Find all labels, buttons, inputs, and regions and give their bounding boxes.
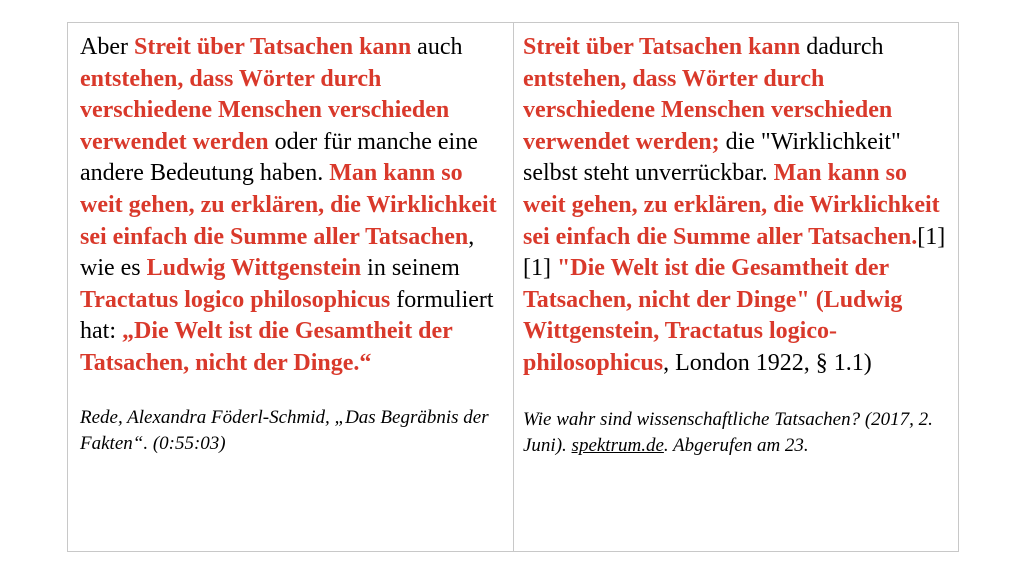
highlighted-segment: Streit über Tatsachen kann [523, 34, 801, 60]
text-segment: in seinem [361, 255, 460, 282]
left-quote-text [80, 32, 503, 380]
highlighted-segment: Tractatus logico philosophicus [80, 286, 391, 313]
source-text: . Abgerufen am 23. [663, 434, 809, 456]
right-quote-text [523, 32, 950, 380]
text-segment: , wie es [80, 223, 475, 282]
text-segment: dadurch [800, 34, 884, 60]
footnote-marker: [1] [917, 223, 946, 250]
highlighted-segment: Streit über Tatsachen kann [133, 34, 412, 60]
text-segment: formuliert hat: [80, 286, 494, 345]
text-segment: die "Wirklichkeit" selbst steht unverrückbar. [523, 128, 901, 187]
text-segment: oder für manche eine andere Bedeutung haben. [80, 128, 478, 187]
highlighted-segment: "Die Welt ist die Gesamtheit der Tatsachen, nicht der Dinge" (Ludwig Wittgenstein, Tractatus logico-philosophicus [523, 255, 903, 376]
highlighted-segment: Ludwig Wittgenstein [146, 255, 362, 282]
highlighted-segment: Man kann so weit gehen, zu erklären, die Wirklichkeit sei einfach die Summe aller Tatsachen. [523, 160, 940, 250]
source-link[interactable]: spektrum.de [571, 434, 664, 456]
footnote-number: [1] [523, 255, 557, 282]
highlighted-segment: entstehen, dass Wörter durch verschiedene Menschen verschieden verwendet werden; [523, 65, 893, 155]
right-column [514, 23, 958, 551]
text-segment: , London 1922, § 1.1) [663, 349, 872, 376]
highlighted-segment: entstehen, dass Wörter durch verschiedene Menschen verschieden verwendet werden [80, 65, 450, 155]
left-source-citation: Rede, Alexandra Föderl-Schmid, „Das Begräbnis der Fakten“. (0:55:03) [80, 406, 489, 454]
source-text: Wie wahr sind wissenschaftliche Tatsachen? (2017, 2. Juni). [523, 408, 933, 456]
comparison-table [67, 22, 959, 552]
text-segment: auch [411, 34, 463, 60]
text-segment: Aber [80, 34, 134, 60]
right-source-citation [523, 407, 950, 459]
highlighted-segment: Man kann so weit gehen, zu erklären, die Wirklichkeit sei einfach die Summe aller Tatsachen [80, 160, 497, 250]
highlighted-segment: „Die Welt ist die Gesamtheit der Tatsachen, nicht der Dinge.“ [80, 318, 453, 376]
left-column [68, 23, 514, 551]
